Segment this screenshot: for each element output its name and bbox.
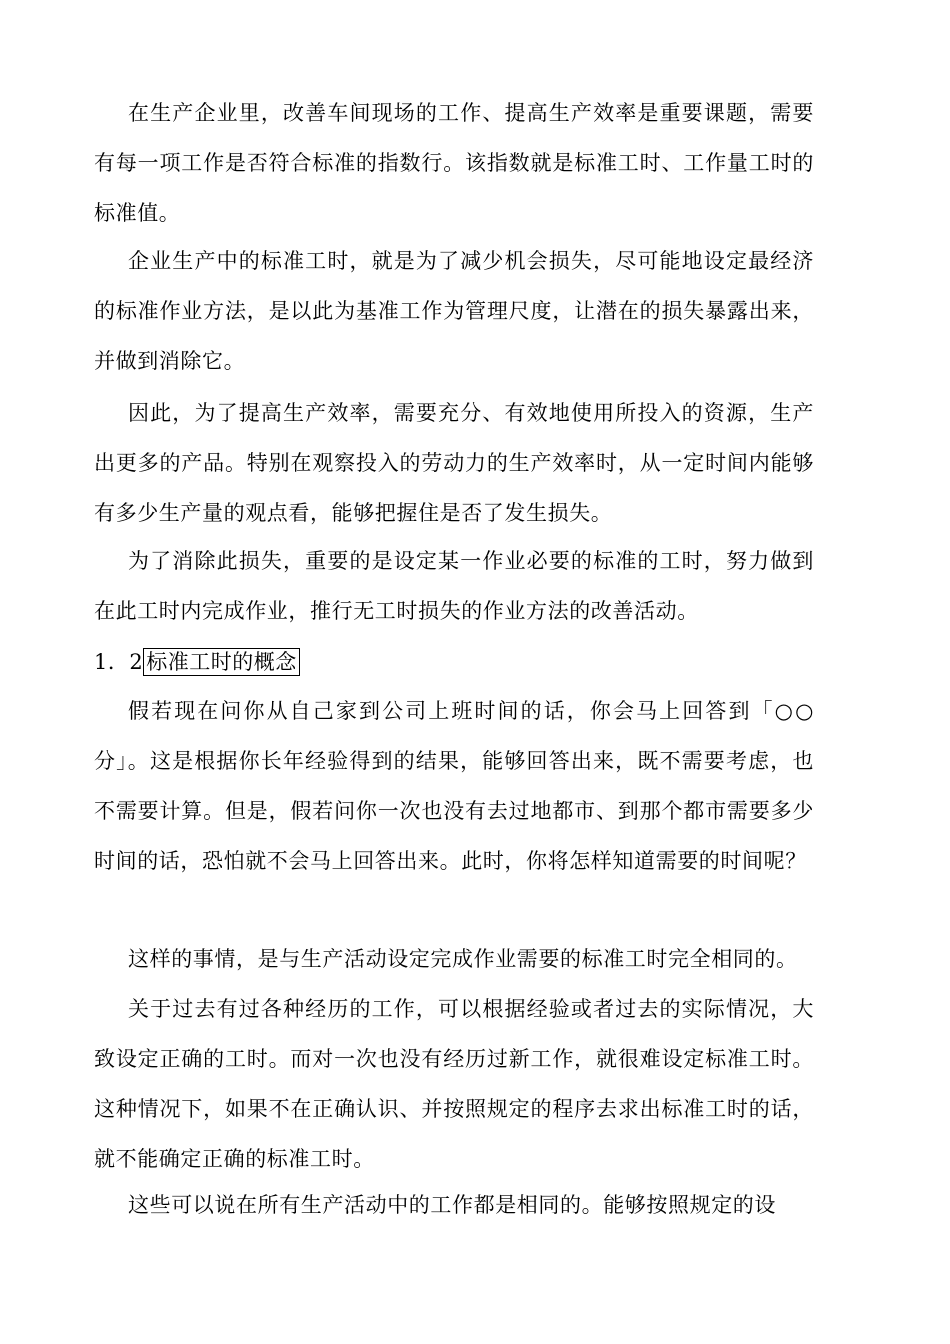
- section-heading: [94, 640, 300, 684]
- section-number: 1．2: [94, 650, 144, 674]
- paragraph-1: 在生产企业里，改善车间现场的工作、提高生产效率是重要课题，需要有每一项工作是否符合标准的指数行。该指数就是标准工时、工作量工时的标准值。: [94, 101, 814, 225]
- paragraph-2: 企业生产中的标准工时，就是为了减少机会损失，尽可能地设定最经济的标准作业方法，是以此为基准工作为管理尺度，让潜在的损失暴露出来，并做到消除它。: [94, 249, 814, 373]
- paragraph-6: 这样的事情，是与生产活动设定完成作业需要的标准工时完全相同的。: [128, 947, 798, 971]
- paragraph-4: 为了消除此损失，重要的是设定某一作业必要的标准的工时，努力做到在此工时内完成作业，推行无工时损失的作业方法的改善活动。: [94, 549, 814, 623]
- paragraph-3: 因此，为了提高生产效率，需要充分、有效地使用所投入的资源，生产出更多的产品。特别在观察投入的劳动力的生产效率时，从一定时间内能够有多少生产量的观点看，能够把握住是否了发生损失。: [94, 401, 814, 525]
- paragraph-5: 假若现在问你从自己家到公司上班时间的话，你会马上回答到「○○分」。这是根据你长年经验得到的结果，能够回答出来，既不需要考虑，也不需要计算。但是，假若问你一次也没有去过地都市、到那个都市需要多少时间的话，恐怕就不会马上回答出来。此时，你将怎样知道需要的时间呢？: [94, 699, 814, 873]
- section-title: 标准工时的概念: [143, 648, 300, 676]
- paragraph-8: 这些可以说在所有生产活动中的工作都是相同的。能够按照规定的设: [128, 1193, 776, 1217]
- paragraph-7: 关于过去有过各种经历的工作，可以根据经验或者过去的实际情况，大致设定正确的工时。而对一次也没有经历过新工作，就很难设定标准工时。这种情况下，如果不在正确认识、并按照规定的程序去求出标准工时的话，就不能确定正确的标准工时。: [94, 997, 814, 1171]
